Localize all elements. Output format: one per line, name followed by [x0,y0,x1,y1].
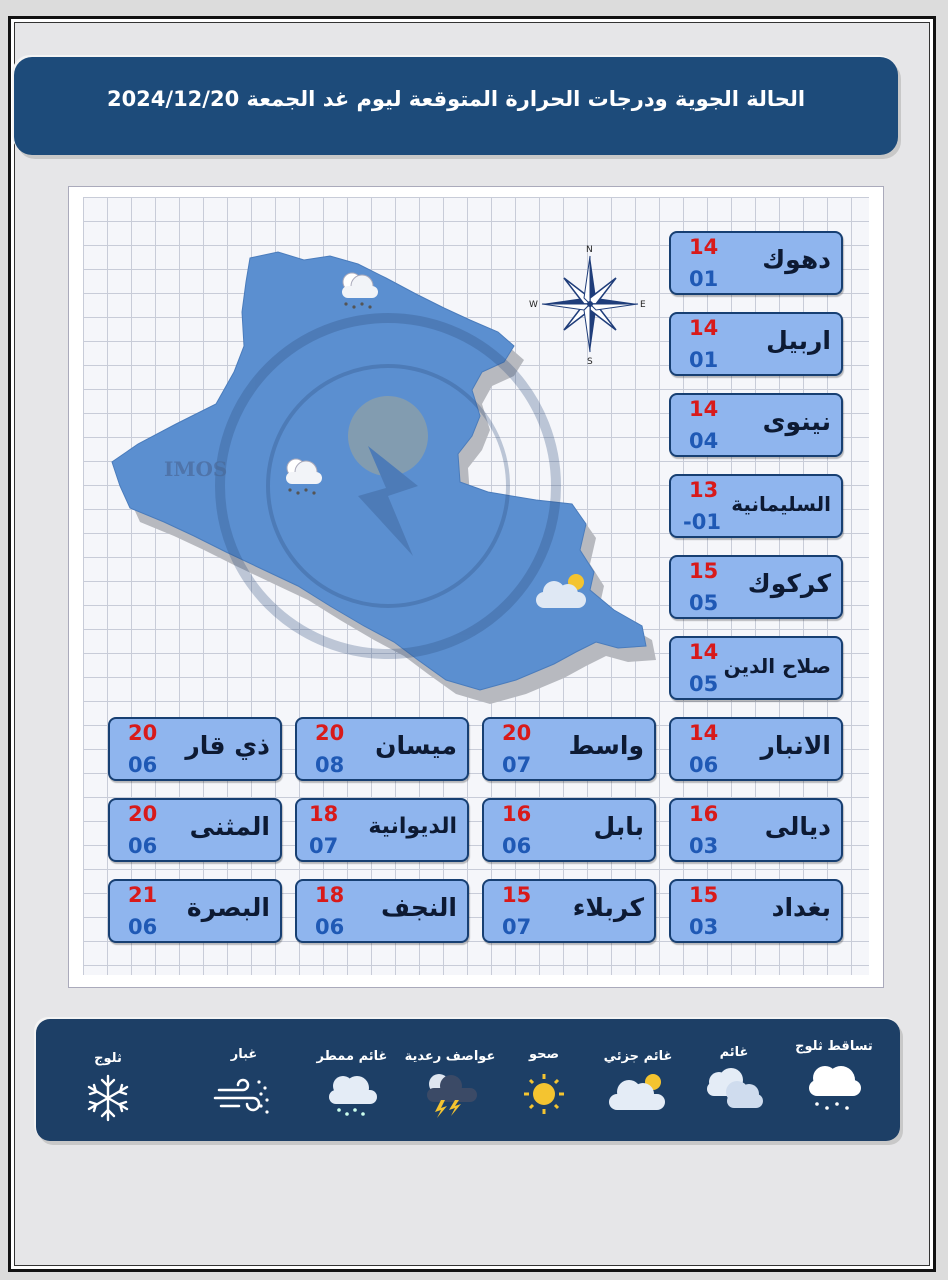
min-temp: 06 [128,834,158,858]
min-temp: 07 [309,834,339,858]
thunderstorm-icon [415,1070,485,1118]
max-temp: 14 [689,235,719,259]
city-name: صلاح الدين [723,654,831,678]
max-temp: 15 [689,559,719,583]
city-card-salahaddin [669,636,843,700]
max-temp: 20 [315,721,345,745]
city-card-nineveh [669,393,843,457]
city-name: دهوك [762,245,831,274]
min-temp: 03 [689,915,719,939]
city-card-najaf [295,879,469,943]
max-temp: 14 [689,397,719,421]
legend-item-thunderstorm [400,1049,500,1118]
legend-label: غائم ممطر [316,1049,388,1064]
max-temp: 16 [689,802,719,826]
city-name: الانبار [760,731,831,760]
city-card-baghdad [669,879,843,943]
city-name: كربلاء [572,893,644,922]
max-temp: 15 [689,883,719,907]
legend-label: غائم جزئي [603,1049,673,1064]
partly-cloudy-icon [603,1070,673,1116]
dust-icon [209,1068,279,1120]
min-temp: 06 [502,834,532,858]
min-temp: 06 [315,915,345,939]
cloudy-icon [699,1066,769,1116]
legend-label: تساقط ثلوج [795,1039,873,1054]
city-name: النجف [381,893,457,922]
city-card-sulaymaniyah [669,474,843,538]
city-card-karbala [482,879,656,943]
legend-item-snowfall [784,1039,884,1116]
legend-item-dust [194,1047,294,1120]
legend-item-cloudy [684,1045,784,1116]
max-temp: 14 [689,316,719,340]
min-temp: 06 [128,753,158,777]
max-temp: 20 [128,802,158,826]
min-temp: 01 [689,348,719,372]
city-card-muthanna [108,798,282,862]
max-temp: 20 [502,721,532,745]
city-name: واسط [568,731,644,760]
max-temp: 20 [128,721,158,745]
min-temp: 03 [689,834,719,858]
compass-e: E [640,300,646,310]
max-temp: 21 [128,883,158,907]
min-temp: 01 [689,267,719,291]
city-name: بغداد [771,893,831,922]
min-temp: 07 [502,753,532,777]
city-card-diyala [669,798,843,862]
min-temp: 07 [502,915,532,939]
city-card-erbil [669,312,843,376]
city-name: البصرة [186,893,270,922]
city-card-wasit [482,717,656,781]
city-name: المثنى [189,812,270,841]
city-card-basra [108,879,282,943]
legend-label: غبار [230,1047,258,1062]
city-card-diwaniyah [295,798,469,862]
min-temp: 04 [689,429,719,453]
compass-w: W [529,300,538,310]
max-temp: 14 [689,721,719,745]
city-card-dhiqar [108,717,282,781]
city-name: ذي قار [185,731,270,760]
legend-label: صحو [528,1047,560,1062]
city-name: نينوى [762,407,831,436]
city-card-kirkuk [669,555,843,619]
compass-n: N [586,245,593,255]
compass-s: S [587,357,593,367]
legend-item-sunny [494,1047,594,1118]
min-temp: 05 [689,672,719,696]
min-temp: 06 [689,753,719,777]
city-name: ميسان [375,731,457,760]
city-name: كركوك [747,569,831,598]
max-temp: 13 [689,478,719,502]
city-name: اربيل [766,326,831,355]
min-temp: 05 [689,591,719,615]
max-temp: 16 [502,802,532,826]
city-name: السليمانية [731,492,831,516]
watermark-text: IMOS [164,457,228,481]
city-card-babylon [482,798,656,862]
max-temp: 18 [309,802,339,826]
city-card-duhok [669,231,843,295]
legend-label: ثلوج [94,1051,122,1066]
max-temp: 15 [502,883,532,907]
min-temp: 06 [128,915,158,939]
legend-label: غائم [719,1045,749,1060]
rainy-cloud-icon [317,1070,387,1118]
legend-bar [36,1019,900,1141]
legend-item-partly-cloudy [588,1049,688,1116]
min-temp: 08 [315,753,345,777]
city-name: الديوانية [368,814,457,839]
title-banner [14,57,898,155]
min-temp: -01 [683,510,721,534]
city-name: بابل [593,812,644,841]
page-title: الحالة الجوية ودرجات الحرارة المتوقعة ليوم غد الجمعة 2024/12/20 [106,87,806,111]
city-card-maysan [295,717,469,781]
legend-item-rainy [302,1049,402,1118]
max-temp: 18 [315,883,345,907]
compass-rose [529,245,646,367]
snowfall-cloud-icon [799,1060,869,1116]
legend-item-snow [58,1051,158,1124]
sunny-icon [516,1068,572,1118]
max-temp: 14 [689,640,719,664]
city-card-anbar [669,717,843,781]
legend-label: عواصف رعدية [404,1049,496,1064]
city-name: ديالى [764,812,831,841]
snowflake-icon [80,1072,136,1124]
